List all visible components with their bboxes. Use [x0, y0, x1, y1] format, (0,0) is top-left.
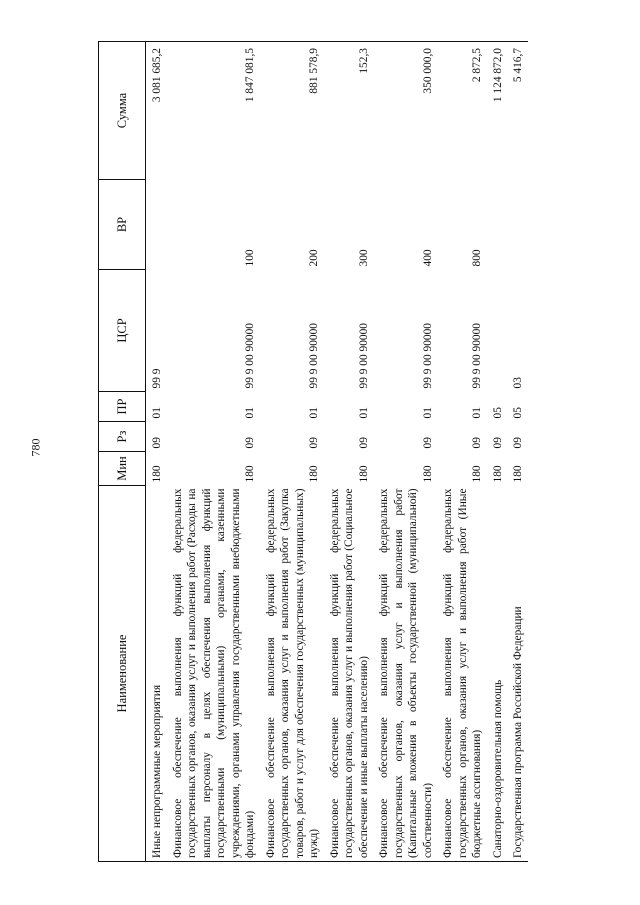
row-vr: 100 — [244, 249, 256, 267]
header-rz: Рз — [99, 422, 146, 452]
row-name: Санаторно-оздоровительная помощь — [487, 486, 508, 862]
row-sum: 350 000,0 — [373, 42, 437, 180]
row-rz: 09 — [357, 437, 370, 449]
row-sum: 1 124 872,0 — [487, 42, 508, 180]
row-pr: 05 — [512, 407, 524, 419]
table-row — [487, 42, 508, 862]
row-sum: 881 578,9 — [260, 42, 324, 180]
row-pr: 01 — [308, 407, 320, 419]
row-min: 180 — [491, 465, 504, 483]
header-sum: Сумма — [99, 42, 146, 180]
row-csr: 99 9 — [151, 368, 163, 389]
row-pr: 05 — [491, 407, 504, 419]
table-row — [324, 42, 374, 862]
row-name: Финансовое обеспечение выполнения функций федеральных государственных органов, оказания услуг и выполнения работ (Закупка товаров, работ и услуг для обеспечения государственных (муниципальных) нужд) — [260, 486, 324, 862]
page-number: 780 — [28, 438, 43, 457]
budget-table — [98, 41, 528, 862]
row-name: Финансовое обеспечение выполнения функций федеральных государственных органов, оказания услуг и выполнения работ (Социальное обеспечение и иные выплаты населению) — [324, 486, 374, 862]
row-sum: 1 847 081,5 — [167, 42, 260, 180]
row-pr: 01 — [151, 407, 163, 419]
row-rz: 09 — [244, 437, 256, 449]
row-rz: 09 — [512, 437, 524, 449]
row-vr — [507, 180, 528, 270]
row-pr: 01 — [244, 407, 256, 419]
row-csr: 99 9 00 90000 — [421, 323, 434, 389]
row-name: Финансовое обеспечение выполнения функций федеральных государственных органов, оказания услуг и выполнения работ (Расходы на выплаты персоналу в целях обеспечения выполнения функций государственными (муниципальными) органами, казенными учреждениями, органами управления государственными внебюджетными фондами) — [167, 486, 260, 862]
row-min: 180 — [421, 465, 434, 483]
row-min: 180 — [471, 465, 483, 483]
header-min: Мин — [99, 452, 146, 486]
row-sum: 2 872,5 — [437, 42, 487, 180]
row-rz: 09 — [308, 437, 320, 449]
header-name: Наименование — [99, 486, 146, 862]
table-header-row — [99, 42, 146, 862]
row-rz: 09 — [471, 437, 483, 449]
row-sum: 3 081 685,2 — [146, 42, 167, 180]
header-vr: ВР — [99, 180, 146, 270]
row-pr: 01 — [421, 407, 434, 419]
header-csr: ЦСР — [99, 270, 146, 392]
row-sum: 5 416,7 — [507, 42, 528, 180]
row-csr: 99 9 00 90000 — [308, 323, 320, 389]
table-row — [373, 42, 437, 862]
row-csr: 99 9 00 90000 — [357, 323, 370, 389]
row-vr — [487, 180, 508, 270]
row-rz: 09 — [421, 437, 434, 449]
row-vr: 200 — [308, 249, 320, 267]
row-vr: 300 — [357, 249, 370, 267]
table-row — [167, 42, 260, 862]
budget-table-sheet — [98, 42, 588, 862]
row-csr: 99 9 00 90000 — [244, 323, 256, 389]
row-name: Иные непрограммные мероприятия — [146, 486, 167, 862]
row-name: Финансовое обеспечение выполнения функций федеральных государственных органов, оказания услуг и выполнения работ (Иные бюджетные ассигнования) — [437, 486, 487, 862]
row-csr — [487, 270, 508, 392]
row-csr: 03 — [512, 377, 524, 389]
row-csr: 99 9 00 90000 — [471, 323, 483, 389]
row-vr: 400 — [421, 249, 434, 267]
row-min: 180 — [512, 465, 524, 483]
table-row — [507, 42, 528, 862]
row-rz: 09 — [151, 437, 163, 449]
row-rz: 09 — [491, 437, 504, 449]
row-vr — [146, 180, 167, 270]
header-pr: ПР — [99, 392, 146, 422]
row-pr: 01 — [471, 407, 483, 419]
row-min: 180 — [357, 465, 370, 483]
row-name: Финансовое обеспечение выполнения функций федеральных государственных органов, оказания услуг и выполнения работ (Капитальные вложения в объекты государственной (муниципальной) собственности) — [373, 486, 437, 862]
row-pr: 01 — [357, 407, 370, 419]
row-min: 180 — [308, 465, 320, 483]
row-min: 180 — [244, 465, 256, 483]
row-name: Государственная программа Российской Федерации — [507, 486, 528, 862]
table-row — [437, 42, 487, 862]
table-row — [260, 42, 324, 862]
table-row — [146, 42, 167, 862]
row-min: 180 — [151, 465, 163, 483]
row-vr: 800 — [471, 249, 483, 267]
row-sum: 152,3 — [324, 42, 374, 180]
